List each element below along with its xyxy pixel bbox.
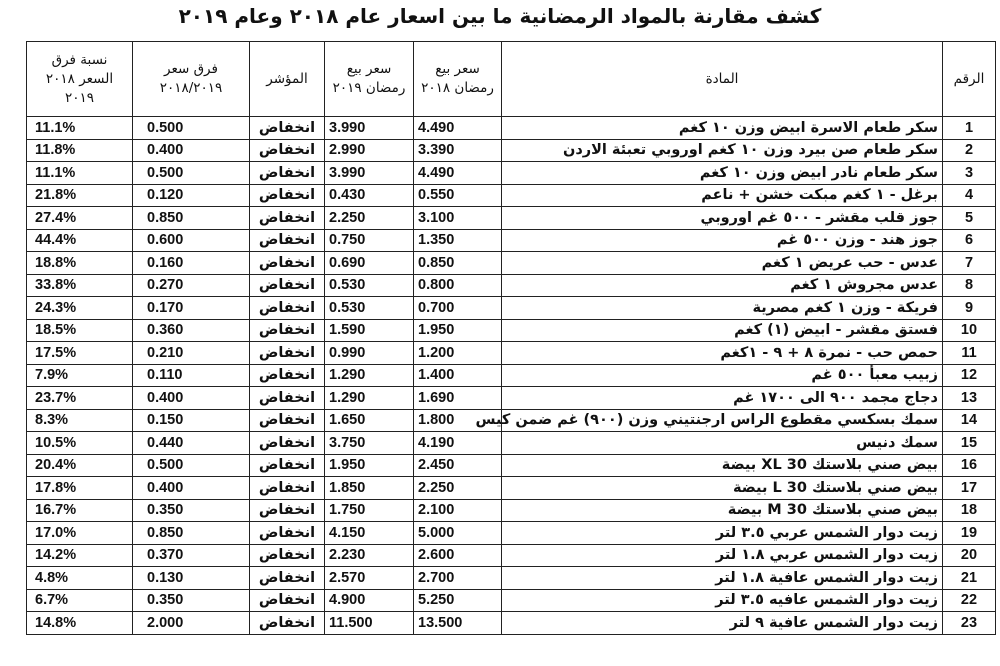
row-item-name: سكر طعام الاسرة ابيض وزن ١٠ كغم xyxy=(502,117,943,140)
row-price-2018: 4.490 xyxy=(414,162,502,185)
row-price-difference: 0.160 xyxy=(133,252,250,275)
row-price-2018: 5.000 xyxy=(414,522,502,545)
row-number: 5 xyxy=(943,207,996,230)
row-item-name: عدس - حب عريض ١ كغم xyxy=(502,252,943,275)
table-body xyxy=(27,117,996,635)
row-item-name: دجاج مجمد ٩٠٠ الى ١٧٠٠ غم xyxy=(502,387,943,410)
row-number: 11 xyxy=(943,342,996,365)
row-number: 3 xyxy=(943,162,996,185)
row-price-2019: 0.530 xyxy=(325,274,414,297)
table-row xyxy=(27,387,996,410)
row-price-difference: 0.850 xyxy=(133,207,250,230)
row-number: 21 xyxy=(943,567,996,590)
row-difference-percent: 8.3% xyxy=(27,409,133,432)
row-price-2018: 1.950 xyxy=(414,319,502,342)
row-difference-percent: 33.8% xyxy=(27,274,133,297)
row-item-name: سمك بسكسي مقطوع الراس ارجنتيني وزن (٩٠٠) غم ضمن كيس xyxy=(502,409,943,432)
row-difference-percent: 14.8% xyxy=(27,612,133,635)
row-indicator: انخفاض xyxy=(250,342,325,365)
row-price-2018: 4.490 xyxy=(414,117,502,140)
row-price-2018: 5.250 xyxy=(414,589,502,612)
row-difference-percent: 4.8% xyxy=(27,567,133,590)
row-price-2018: 2.100 xyxy=(414,499,502,522)
row-indicator: انخفاض xyxy=(250,387,325,410)
table-row xyxy=(27,612,996,635)
table-row xyxy=(27,342,996,365)
row-item-name: سمك دنيس xyxy=(502,432,943,455)
row-price-2019: 1.290 xyxy=(325,387,414,410)
row-price-difference: 0.120 xyxy=(133,184,250,207)
row-indicator: انخفاض xyxy=(250,162,325,185)
row-price-2019: 4.150 xyxy=(325,522,414,545)
row-price-difference: 0.500 xyxy=(133,117,250,140)
row-price-difference: 2.000 xyxy=(133,612,250,635)
row-difference-percent: 27.4% xyxy=(27,207,133,230)
row-indicator: انخفاض xyxy=(250,319,325,342)
row-price-difference: 0.850 xyxy=(133,522,250,545)
row-price-difference: 0.130 xyxy=(133,567,250,590)
row-price-2019: 2.250 xyxy=(325,207,414,230)
row-price-2018: 1.200 xyxy=(414,342,502,365)
row-item-name: حمص حب - نمرة ٨ + ٩ - ١كغم xyxy=(502,342,943,365)
table-row xyxy=(27,522,996,545)
row-price-difference: 0.360 xyxy=(133,319,250,342)
header-item: المادة xyxy=(502,42,943,117)
row-number: 6 xyxy=(943,229,996,252)
row-indicator: انخفاض xyxy=(250,477,325,500)
row-price-2018: 4.190 xyxy=(414,432,502,455)
row-price-difference: 0.270 xyxy=(133,274,250,297)
row-price-2018: 1.690 xyxy=(414,387,502,410)
row-indicator: انخفاض xyxy=(250,139,325,162)
table-row xyxy=(27,364,996,387)
header-number: الرقم xyxy=(943,42,996,117)
row-price-difference: 0.350 xyxy=(133,499,250,522)
row-indicator: انخفاض xyxy=(250,297,325,320)
row-difference-percent: 14.2% xyxy=(27,544,133,567)
header-price-2019: سعر بيع رمضان ٢٠١٩ xyxy=(325,42,414,117)
row-number: 23 xyxy=(943,612,996,635)
row-price-2019: 3.990 xyxy=(325,117,414,140)
row-number: 7 xyxy=(943,252,996,275)
row-price-2019: 2.230 xyxy=(325,544,414,567)
row-price-2019: 11.500 xyxy=(325,612,414,635)
row-number: 19 xyxy=(943,522,996,545)
row-price-2019: 2.990 xyxy=(325,139,414,162)
row-difference-percent: 10.5% xyxy=(27,432,133,455)
row-number: 15 xyxy=(943,432,996,455)
row-item-name: جوز هند - وزن ٥٠٠ غم xyxy=(502,229,943,252)
header-price-2018: سعر بيع رمضان ٢٠١٨ xyxy=(414,42,502,117)
row-price-difference: 0.370 xyxy=(133,544,250,567)
table-row xyxy=(27,409,996,432)
row-indicator: انخفاض xyxy=(250,252,325,275)
row-item-name: سكر طعام نادر ابيض وزن ١٠ كغم xyxy=(502,162,943,185)
row-price-2019: 1.290 xyxy=(325,364,414,387)
row-item-name: عدس مجروش ١ كغم xyxy=(502,274,943,297)
row-item-name: زبيب معبأ ٥٠٠ غم xyxy=(502,364,943,387)
table-row xyxy=(27,432,996,455)
header-indicator: المؤشر xyxy=(250,42,325,117)
row-price-difference: 0.150 xyxy=(133,409,250,432)
row-difference-percent: 7.9% xyxy=(27,364,133,387)
row-item-name: بيض صني بلاستك 30 M بيضة xyxy=(502,499,943,522)
row-difference-percent: 16.7% xyxy=(27,499,133,522)
row-indicator: انخفاض xyxy=(250,207,325,230)
table-row xyxy=(27,229,996,252)
row-indicator: انخفاض xyxy=(250,184,325,207)
row-price-2019: 1.650 xyxy=(325,409,414,432)
row-indicator: انخفاض xyxy=(250,432,325,455)
row-difference-percent: 17.0% xyxy=(27,522,133,545)
row-indicator: انخفاض xyxy=(250,117,325,140)
row-price-2019: 3.990 xyxy=(325,162,414,185)
row-number: 22 xyxy=(943,589,996,612)
row-number: 16 xyxy=(943,454,996,477)
row-difference-percent: 11.1% xyxy=(27,117,133,140)
table-row xyxy=(27,544,996,567)
page-title: كشف مقارنة بالمواد الرمضانية ما بين اسعار عام ٢٠١٨ وعام ٢٠١٩ xyxy=(178,4,822,28)
row-indicator: انخفاض xyxy=(250,364,325,387)
row-price-2018: 0.550 xyxy=(414,184,502,207)
row-price-2018: 0.850 xyxy=(414,252,502,275)
row-indicator: انخفاض xyxy=(250,589,325,612)
row-price-2018: 0.800 xyxy=(414,274,502,297)
row-difference-percent: 18.8% xyxy=(27,252,133,275)
row-difference-percent: 24.3% xyxy=(27,297,133,320)
row-indicator: انخفاض xyxy=(250,612,325,635)
row-number: 1 xyxy=(943,117,996,140)
row-price-2019: 1.950 xyxy=(325,454,414,477)
row-number: 18 xyxy=(943,499,996,522)
row-price-2019: 0.690 xyxy=(325,252,414,275)
row-price-2018: 3.100 xyxy=(414,207,502,230)
row-price-difference: 0.350 xyxy=(133,589,250,612)
table-row xyxy=(27,499,996,522)
row-price-2018: 2.700 xyxy=(414,567,502,590)
row-price-difference: 0.400 xyxy=(133,477,250,500)
table-row xyxy=(27,117,996,140)
table-row xyxy=(27,454,996,477)
table-row xyxy=(27,319,996,342)
price-comparison-table xyxy=(26,41,996,635)
row-price-2018: 2.250 xyxy=(414,477,502,500)
row-number: 13 xyxy=(943,387,996,410)
row-indicator: انخفاض xyxy=(250,454,325,477)
row-number: 14 xyxy=(943,409,996,432)
row-item-name: فريكة - وزن ١ كغم مصرية xyxy=(502,297,943,320)
row-price-2019: 1.750 xyxy=(325,499,414,522)
row-number: 12 xyxy=(943,364,996,387)
table-row xyxy=(27,477,996,500)
row-price-2018: 3.390 xyxy=(414,139,502,162)
row-indicator: انخفاض xyxy=(250,567,325,590)
row-price-difference: 0.400 xyxy=(133,387,250,410)
row-price-2019: 0.990 xyxy=(325,342,414,365)
row-indicator: انخفاض xyxy=(250,499,325,522)
row-item-name: فستق مقشر - ابيض (١) كغم xyxy=(502,319,943,342)
row-indicator: انخفاض xyxy=(250,522,325,545)
row-number: 4 xyxy=(943,184,996,207)
row-price-2018: 1.350 xyxy=(414,229,502,252)
row-difference-percent: 11.8% xyxy=(27,139,133,162)
row-price-2019: 0.750 xyxy=(325,229,414,252)
row-number: 17 xyxy=(943,477,996,500)
table-row xyxy=(27,589,996,612)
row-item-name: بيض صني بلاستك 30 L بيضة xyxy=(502,477,943,500)
row-difference-percent: 20.4% xyxy=(27,454,133,477)
table-row xyxy=(27,139,996,162)
row-price-2019: 3.750 xyxy=(325,432,414,455)
row-price-difference: 0.170 xyxy=(133,297,250,320)
row-price-2019: 1.850 xyxy=(325,477,414,500)
row-item-name: زيت دوار الشمس عربي ١.٨ لتر xyxy=(502,544,943,567)
row-item-name: زيت دوار الشمس عافية ١.٨ لتر xyxy=(502,567,943,590)
row-price-2018: 0.700 xyxy=(414,297,502,320)
table-row xyxy=(27,567,996,590)
row-price-difference: 0.440 xyxy=(133,432,250,455)
row-number: 9 xyxy=(943,297,996,320)
row-price-2019: 4.900 xyxy=(325,589,414,612)
header-difference-percent: نسبة فرق السعر ٢٠١٨ ٢٠١٩ xyxy=(27,42,133,117)
row-price-difference: 0.500 xyxy=(133,454,250,477)
table-row xyxy=(27,252,996,275)
row-price-difference: 0.400 xyxy=(133,139,250,162)
row-item-name: زيت دوار الشمس عربي ٣.٥ لتر xyxy=(502,522,943,545)
row-item-name: زيت دوار الشمس عافية ٩ لتر xyxy=(502,612,943,635)
row-price-2018: 1.800 xyxy=(414,409,502,432)
row-difference-percent: 23.7% xyxy=(27,387,133,410)
row-number: 2 xyxy=(943,139,996,162)
row-price-2018: 2.450 xyxy=(414,454,502,477)
row-price-difference: 0.210 xyxy=(133,342,250,365)
row-price-2019: 0.530 xyxy=(325,297,414,320)
table-row xyxy=(27,274,996,297)
row-difference-percent: 6.7% xyxy=(27,589,133,612)
row-price-2019: 2.570 xyxy=(325,567,414,590)
table-row xyxy=(27,162,996,185)
table-row xyxy=(27,184,996,207)
row-price-difference: 0.500 xyxy=(133,162,250,185)
row-item-name: جوز قلب مقشر - ٥٠٠ غم اوروبي xyxy=(502,207,943,230)
row-item-name: سكر طعام صن بيرد وزن ١٠ كغم اوروبي تعبئة الاردن xyxy=(502,139,943,162)
row-difference-percent: 17.5% xyxy=(27,342,133,365)
row-price-2019: 1.590 xyxy=(325,319,414,342)
row-indicator: انخفاض xyxy=(250,229,325,252)
row-difference-percent: 21.8% xyxy=(27,184,133,207)
row-price-difference: 0.600 xyxy=(133,229,250,252)
row-indicator: انخفاض xyxy=(250,274,325,297)
row-item-name: بيض صني بلاستك 30 XL بيضة xyxy=(502,454,943,477)
table-row xyxy=(27,207,996,230)
row-number: 8 xyxy=(943,274,996,297)
row-difference-percent: 11.1% xyxy=(27,162,133,185)
row-difference-percent: 18.5% xyxy=(27,319,133,342)
row-item-name: زيت دوار الشمس عافيه ٣.٥ لتر xyxy=(502,589,943,612)
header-price-difference: فرق سعر ٢٠١٨/٢٠١٩ xyxy=(133,42,250,117)
row-indicator: انخفاض xyxy=(250,409,325,432)
row-price-2019: 0.430 xyxy=(325,184,414,207)
row-price-2018: 1.400 xyxy=(414,364,502,387)
row-indicator: انخفاض xyxy=(250,544,325,567)
row-difference-percent: 17.8% xyxy=(27,477,133,500)
row-price-difference: 0.110 xyxy=(133,364,250,387)
row-item-name: برغل - ١ كغم مبكت خشن + ناعم xyxy=(502,184,943,207)
row-price-2018: 13.500 xyxy=(414,612,502,635)
row-price-2018: 2.600 xyxy=(414,544,502,567)
table-header-row xyxy=(27,42,996,117)
row-difference-percent: 44.4% xyxy=(27,229,133,252)
row-number: 20 xyxy=(943,544,996,567)
table-row xyxy=(27,297,996,320)
row-number: 10 xyxy=(943,319,996,342)
